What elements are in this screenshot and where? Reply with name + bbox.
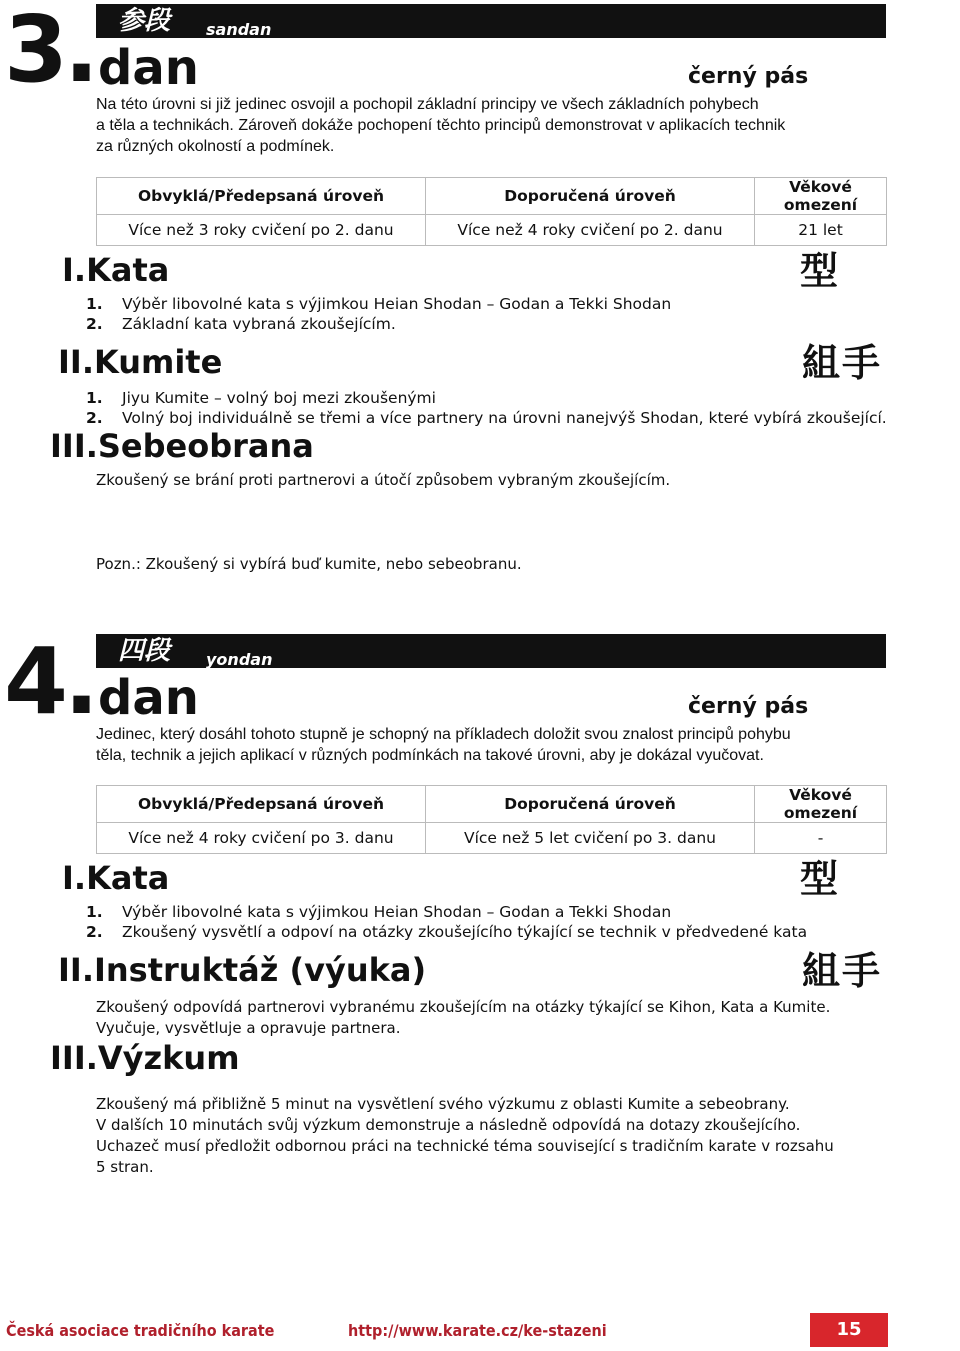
sebeobrana-text: Zkoušený se brání proti partnerovi a útočí způsobem vybraným zkoušejícím. xyxy=(96,471,671,489)
kata-list xyxy=(86,902,886,942)
table-header-cell: Obvyklá/Předepsaná úroveň xyxy=(97,786,426,823)
kanji-yondan: 四段 xyxy=(118,636,171,666)
table-header-cell: Věkové omezení xyxy=(755,786,887,823)
list-item: 2. Volný boj individuálně se třemi a více partnery na úrovni nanejvýš Shodan, které vybírá zkoušející. xyxy=(86,409,887,427)
kumite-kanji-icon: 組手 xyxy=(802,340,883,385)
kumite-kanji-icon: 組手 xyxy=(802,948,883,993)
list-item: 2. Základní kata vybraná zkoušejícím. xyxy=(86,315,396,333)
table-cell: Více než 5 let cvičení po 3. danu xyxy=(426,823,755,854)
intro-line: Jedinec, který dosáhl tohoto stupně je schopný na příkladech doložit svou znalost principů pohybu xyxy=(96,726,791,743)
text-line: V dalších 10 minutách svůj výzkum demonstruje a následně odpovídá na dotazy zkoušejícího. xyxy=(96,1116,801,1134)
sebeobrana-heading: III.Sebeobrana xyxy=(50,427,314,465)
vyzkum-text xyxy=(96,1094,896,1178)
footer-url-link[interactable]: http://www.karate.cz/ke-stazeni xyxy=(348,1321,607,1340)
dan-heading: dan xyxy=(98,670,199,726)
list-item: 1. Výběr libovolné kata s výjimkou Heian Shodan – Godan a Tekki Shodan xyxy=(86,903,672,921)
kanji-sandan: 参段 xyxy=(118,6,171,36)
requirements-table xyxy=(96,177,887,246)
table-header-row xyxy=(97,178,887,215)
kata-kanji-icon: 型 xyxy=(800,856,839,901)
romaji-sandan: sandan xyxy=(206,20,272,39)
table-header-cell: Obvyklá/Předepsaná úroveň xyxy=(97,178,426,215)
table-cell: 21 let xyxy=(755,215,887,246)
intro-line: a těla a technikách. Zároveň dokáže pochopení těchto principů demonstrovat v aplikacích technik xyxy=(96,117,786,134)
belt-label: černý pás xyxy=(688,64,809,89)
footer-organization: Česká asociace tradičního karate xyxy=(6,1321,275,1340)
section-number-4: 4. xyxy=(4,628,95,735)
table-header-cell: Věkové omezení xyxy=(755,178,887,215)
list-item: 1. Jiyu Kumite – volný boj mezi zkoušenými xyxy=(86,389,436,407)
title-bar-sandan xyxy=(96,4,886,38)
kata-list xyxy=(86,294,886,334)
intro-paragraph xyxy=(96,94,896,157)
table-cell: Více než 4 roky cvičení po 2. danu xyxy=(426,215,755,246)
intro-line: Na této úrovni si již jedinec osvojil a pochopil základní principy ve všech základních pohybech xyxy=(96,96,759,113)
list-item: 2. Zkoušený vysvětlí a odpoví na otázky zkoušejícího týkající se technik v předvedené kata xyxy=(86,923,808,941)
kata-kanji-icon: 型 xyxy=(800,248,839,293)
romaji-yondan: yondan xyxy=(206,650,273,669)
table-header-cell: Doporučená úroveň xyxy=(426,786,755,823)
kumite-heading: II.Kumite xyxy=(58,343,223,381)
belt-label: černý pás xyxy=(688,694,809,719)
list-item: 1. Výběr libovolné kata s výjimkou Heian Shodan – Godan a Tekki Shodan xyxy=(86,295,672,313)
vyzkum-heading: III.Výzkum xyxy=(50,1039,240,1077)
page-number-badge: 15 xyxy=(810,1313,888,1347)
text-line: 5 stran. xyxy=(96,1158,154,1176)
text-line: Uchazeč musí předložit odbornou práci na technické téma související s tradičním karate v rozsahu xyxy=(96,1137,834,1155)
table-row xyxy=(97,215,887,246)
text-line: Zkoušený má přibližně 5 minut na vysvětlení svého výzkumu z oblasti Kumite a sebeobrany. xyxy=(96,1095,790,1113)
text-line: Zkoušený odpovídá partnerovi vybranému zkoušejícím na otázky týkající se Kihon, Kata a Kumite. xyxy=(96,998,831,1016)
title-bar-yondan xyxy=(96,634,886,668)
table-cell: Více než 3 roky cvičení po 2. danu xyxy=(97,215,426,246)
table-row xyxy=(97,823,887,854)
requirements-table xyxy=(96,785,887,854)
table-cell: - xyxy=(755,823,887,854)
dan-heading: dan xyxy=(98,40,199,96)
table-header-cell: Doporučená úroveň xyxy=(426,178,755,215)
intro-line: těla, technik a jejich aplikací v různých podmínkách na takové úrovni, aby je dokázal vyučovat. xyxy=(96,747,764,764)
table-cell: Více než 4 roky cvičení po 3. danu xyxy=(97,823,426,854)
kata-heading: I.Kata xyxy=(62,859,170,897)
kata-heading: I.Kata xyxy=(62,251,170,289)
instruktaz-heading: II.Instruktáž (výuka) xyxy=(58,951,427,989)
instruktaz-text xyxy=(96,997,896,1039)
section-number-3: 3. xyxy=(4,0,95,103)
text-line: Vyučuje, vysvětluje a opravuje partnera. xyxy=(96,1019,401,1037)
kumite-list xyxy=(86,388,916,428)
table-header-row xyxy=(97,786,887,823)
intro-paragraph xyxy=(96,724,896,766)
note-text: Pozn.: Zkoušený si vybírá buď kumite, nebo sebeobranu. xyxy=(96,555,522,573)
intro-line: za různých okolností a podmínek. xyxy=(96,138,335,155)
